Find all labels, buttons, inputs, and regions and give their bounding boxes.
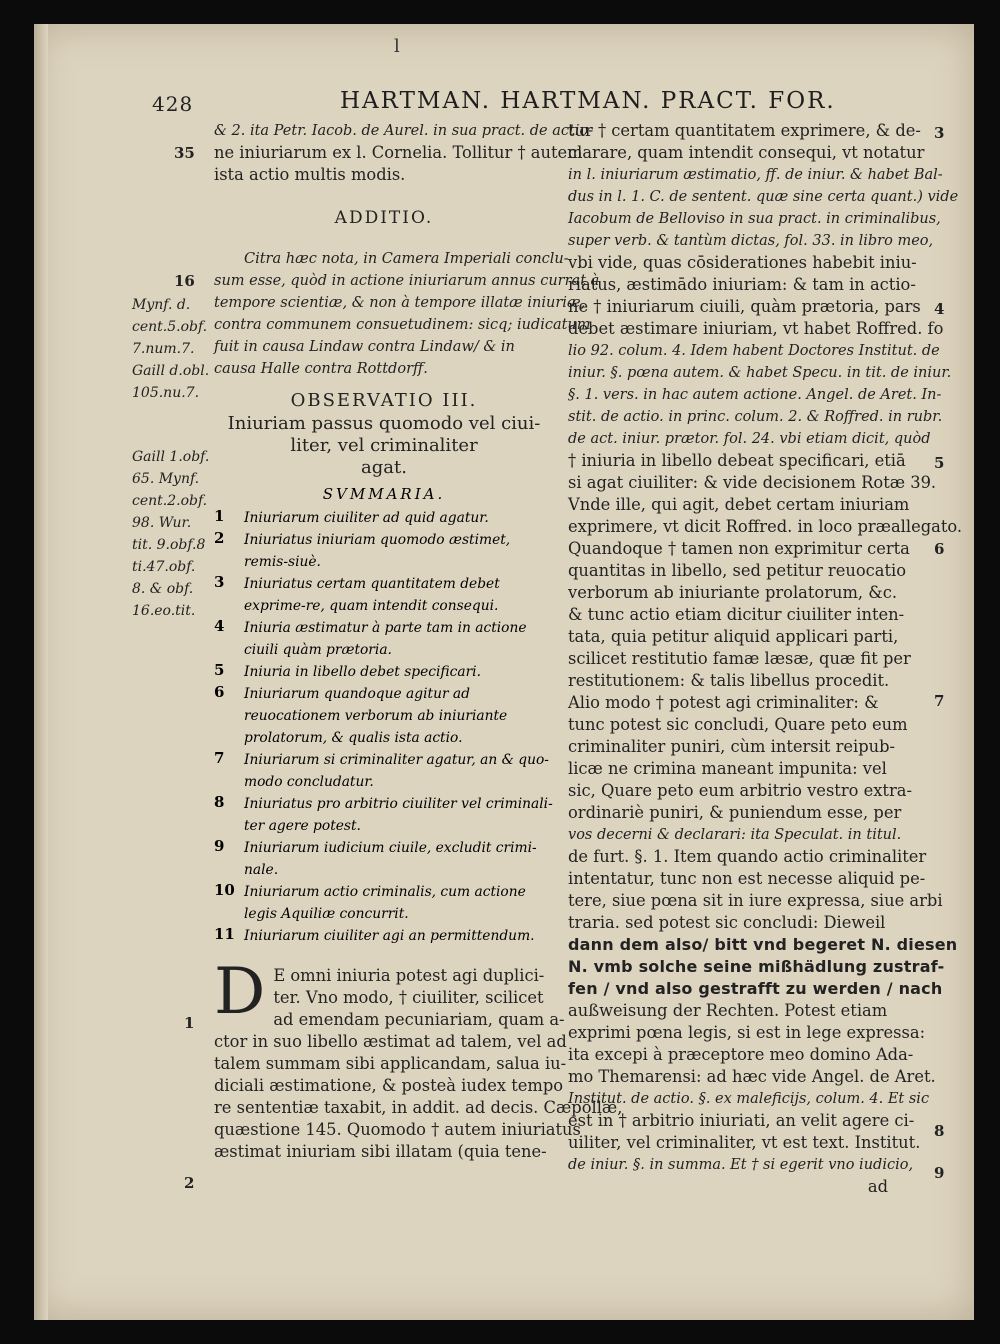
body-line: ter. Vno modo, † ciuiliter, scilicet <box>273 988 544 1007</box>
intro-line: ne iniuriarum ex l. Cornelia. Tollitur † autem <box>214 143 583 162</box>
margin-number-7: 7 <box>934 692 945 710</box>
right-line: stit. de actio. in princ. colum. 2. & Roffred. in rubr. <box>568 409 943 425</box>
margin-ref: cent.5.obf. <box>132 319 208 335</box>
observatio-title-line: liter, vel criminaliter <box>290 435 478 456</box>
margin-ref: 98. Wur. <box>132 515 192 531</box>
body-text <box>214 955 623 1163</box>
right-line: tunc potest sic concludi, Quare peto eum <box>568 715 908 734</box>
intro-line: ista actio multis modis. <box>214 165 406 184</box>
right-line: Vnde ille, qui agit, debet certam iniuriam <box>568 495 910 514</box>
summary-number: 10 <box>214 881 235 899</box>
right-line: restitutionem: & talis libellus procedit. <box>568 671 890 690</box>
summary-number: 4 <box>214 617 225 635</box>
right-line: clarare, quam intendit consequi, vt notatur <box>568 143 925 162</box>
margin-ref: Gaill d.obl. <box>132 363 210 379</box>
margin-ref: Gaill 1.obf. <box>132 449 210 465</box>
additio-line: contra communem consuetudinem: sicq; iudicatum <box>214 317 591 333</box>
right-line: §. 1. vers. in hac autem actione. Angel. de Aret. In- <box>568 387 942 403</box>
summary-number: 8 <box>214 793 225 811</box>
running-header <box>34 86 974 120</box>
right-line: vos decerni & declarari: ita Speculat. in titul. <box>568 827 902 843</box>
body-line: E omni iniuria potest agi duplici- <box>273 966 545 985</box>
right-column <box>568 120 963 1198</box>
right-line: & tunc actio etiam dicitur ciuiliter inten- <box>568 605 905 624</box>
observatio-heading: OBSERVATIO III. <box>290 390 478 411</box>
margin-number-4: 4 <box>934 300 945 318</box>
page-gutter-shadow <box>34 24 48 1320</box>
summary-text: Iniuriarum si criminaliter agatur, an & quo-modo concludatur. <box>244 752 549 790</box>
drop-cap: D <box>214 955 266 1029</box>
summary-item <box>214 529 554 573</box>
summary-text: Iniuriarum ciuiliter agi an permittendum. <box>244 928 535 944</box>
additio-heading: ADDITIO. <box>334 208 434 228</box>
right-line: vbi vide, quas cōsiderationes habebit iniu- <box>568 253 917 272</box>
top-mark: l <box>394 36 400 57</box>
right-line: intentatur, tunc non est necesse aliquid pe- <box>568 869 926 888</box>
summary-item <box>214 749 554 793</box>
body-line: æstimat iniuriam sibi illatam (quia tene- <box>214 1142 547 1161</box>
book-page <box>34 24 974 1320</box>
margin-number-9: 9 <box>934 1164 945 1182</box>
right-line: ita excepi à præceptore meo domino Ada- <box>568 1045 914 1064</box>
intro-line: & 2. ita Petr. Iacob. de Aurel. in sua pract. de actio- <box>214 123 594 139</box>
summary-text: Iniuriarum quandoque agitur ad reuocationem verborum ab iniuriante prolatorum, & qualis ista actio. <box>244 686 508 746</box>
summary-item <box>214 617 554 661</box>
summary-number: 7 <box>214 749 225 767</box>
summary-number: 6 <box>214 683 225 701</box>
left-column <box>214 120 623 1163</box>
margin-refs-a <box>132 294 209 404</box>
summary-item <box>214 837 554 881</box>
right-line-blackletter: N. vmb solche seine mißhädlung zustraf- <box>568 957 945 976</box>
margin-ref: 65. Mynf. <box>132 471 200 487</box>
right-line: dus in l. 1. C. de sentent. quæ sine certa quant.) vide <box>568 189 959 205</box>
right-line: mo Themarensi: ad hæc vide Angel. de Aret. <box>568 1067 936 1086</box>
summary-number: 1 <box>214 507 225 525</box>
summary-number: 3 <box>214 573 225 591</box>
right-line: scilicet restitutio famæ læsæ, quæ fit per <box>568 649 911 668</box>
right-line: riatus, æstimādo iniuriam: & tam in actio- <box>568 275 916 294</box>
summary-item <box>214 793 554 837</box>
right-line: lio 92. colum. 4. Idem habent Doctores Institut. de <box>568 343 940 359</box>
right-line: tata, quia petitur aliquid applicari parti, <box>568 627 899 646</box>
right-line: sic, Quare peto eum arbitrio vestro extra- <box>568 781 912 800</box>
right-line: licæ ne crimina maneant impunita: vel <box>568 759 887 778</box>
summary-number: 9 <box>214 837 225 855</box>
right-line: ne † iniuriarum ciuili, quàm prætoria, pars <box>568 297 921 316</box>
body-line: diciali æstimatione, & posteà iudex tempo <box>214 1076 564 1095</box>
right-line: de iniur. §. in summa. Et † si egerit vno iudicio, <box>568 1157 914 1173</box>
running-title: HARTMAN. HARTMAN. PRACT. FOR. <box>340 88 836 114</box>
right-line: si agat ciuiliter: & vide decisionem Rotæ 39. <box>568 473 937 492</box>
summary-text: Iniuria in libello debet specificari. <box>244 664 481 680</box>
margin-number-1: 1 <box>184 1014 195 1032</box>
right-line: traria. sed potest sic concludi: Dieweil <box>568 913 886 932</box>
right-line-blackletter: dann dem also/ bitt vnd begeret N. diesen <box>568 935 958 954</box>
margin-number-6: 6 <box>934 540 945 558</box>
margin-number-16: 16 <box>174 272 195 290</box>
summary-number: 2 <box>214 529 225 547</box>
summary-item <box>214 881 554 925</box>
right-line: Iacobum de Belloviso in sua pract. in criminalibus, <box>568 211 941 227</box>
margin-ref: ti.47.obf. <box>132 559 196 575</box>
right-line: uiliter, vel criminaliter, vt est text. Institut. <box>568 1133 921 1152</box>
catchword: ad <box>867 1177 888 1196</box>
body-line: talem summam sibi applicandam, salua iu- <box>214 1054 567 1073</box>
summaria-heading: SVMMARIA. <box>322 485 446 503</box>
right-line: ordinariè puniri, & puniendum esse, per <box>568 803 902 822</box>
margin-ref: cent.2.obf. <box>132 493 208 509</box>
right-line: est in † arbitrio iniuriati, an velit agere ci- <box>568 1111 915 1130</box>
summary-text: Iniuriarum iudicium ciuile, excludit crimi-nale. <box>244 840 537 878</box>
right-line: debet æstimare iniuriam, vt habet Roffred. fo <box>568 319 944 338</box>
page-number: 428 <box>152 92 194 116</box>
additio-line: sum esse, quòd in actione iniuriarum annus currat à <box>214 273 600 289</box>
additio-line: fuit in causa Lindaw contra Lindaw/ & in <box>214 339 515 355</box>
summary-text: Iniuriarum ciuiliter ad quid agatur. <box>244 510 489 526</box>
right-line: iniur. §. pœna autem. & habet Specu. in tit. de iniur. <box>568 365 952 381</box>
right-line: tur † certam quantitatem exprimere, & de- <box>568 121 921 140</box>
right-line: super verb. & tantùm dictas, fol. 33. in libro meo, <box>568 233 934 249</box>
summary-number: 11 <box>214 925 235 943</box>
right-line: verborum ab iniuriante prolatorum, &c. <box>568 583 898 602</box>
margin-ref: Mynf. d. <box>132 297 191 313</box>
margin-number-35: 35 <box>174 144 195 162</box>
right-line: quantitas in libello, sed petitur reuocatio <box>568 561 907 580</box>
additio-line: tempore scientiæ, & non à tempore illatæ iniuriæ, <box>214 295 586 311</box>
additio-line: causa Halle contra Rottdorff. <box>214 361 428 377</box>
margin-number-2: 2 <box>184 1174 195 1192</box>
margin-refs-b <box>132 446 209 622</box>
summary-item <box>214 573 554 617</box>
summary-text: Iniuriatus iniuriam quomodo æstimet, remis-siuè. <box>244 532 511 570</box>
right-line: de furt. §. 1. Item quando actio criminaliter <box>568 847 927 866</box>
right-line: Institut. de actio. §. ex maleficijs, colum. 4. Et sic <box>568 1091 930 1107</box>
right-line: exprimi pœna legis, si est in lege expressa: <box>568 1023 926 1042</box>
body-line: ad emendam pecuniariam, quam a- <box>273 1010 565 1029</box>
body-line: ctor in suo libello æstimat ad talem, vel ad <box>214 1032 567 1051</box>
right-line-blackletter: fen / vnd also gestrafft zu werden / nach <box>568 979 943 998</box>
right-line: † iniuria in libello debeat specificari, etiā <box>568 451 906 470</box>
summary-item <box>214 925 554 947</box>
summary-text: Iniuriatus certam quantitatem debet exprime-re, quam intendit consequi. <box>244 576 500 614</box>
margin-number-3: 3 <box>934 124 945 142</box>
margin-number-5: 5 <box>934 454 945 472</box>
summary-item <box>214 507 554 529</box>
margin-ref: tit. 9.obf.8 <box>132 537 206 553</box>
summary-item <box>214 683 554 749</box>
margin-ref: 105.nu.7. <box>132 385 200 401</box>
right-line: de act. iniur. prætor. fol. 24. vbi etiam dicit, quòd <box>568 431 931 447</box>
right-line: tere, siue pœna sit in iure expressa, siue arbi <box>568 891 943 910</box>
margin-ref: 16.eo.tit. <box>132 603 196 619</box>
summary-text: Iniuria æstimatur à parte tam in actione ciuili quàm prætoria. <box>244 620 527 658</box>
body-line: quæstione 145. Quomodo † autem iniuriatus <box>214 1120 581 1139</box>
additio-line: Citra hæc nota, in Camera Imperiali conclu- <box>244 251 569 267</box>
body-line: re sententiæ taxabit, in addit. ad decis. Cæpollæ, <box>214 1098 623 1117</box>
observatio-title-line: Iniuriam passus quomodo vel ciui- <box>227 413 541 434</box>
right-line: außweisung der Rechten. Potest etiam <box>568 1001 888 1020</box>
right-line: in l. iniuriarum æstimatio, ff. de iniur. & habet Bal- <box>568 167 943 183</box>
right-line: Alio modo † potest agi criminaliter: & <box>568 693 879 712</box>
summary-text: Iniuriatus pro arbitrio ciuiliter vel criminali-ter agere potest. <box>244 796 553 834</box>
margin-ref: 7.num.7. <box>132 341 195 357</box>
summary-number: 5 <box>214 661 225 679</box>
right-line: criminaliter puniri, cùm intersit reipub- <box>568 737 896 756</box>
observatio-title-line: agat. <box>361 457 407 478</box>
summary-item <box>214 661 554 683</box>
margin-ref: 8. & obf. <box>132 581 194 597</box>
right-line: Quandoque † tamen non exprimitur certa <box>568 539 910 558</box>
right-line: exprimere, vt dicit Roffred. in loco præallegato. <box>568 517 963 536</box>
margin-number-8: 8 <box>934 1122 945 1140</box>
summary-text: Iniuriarum actio criminalis, cum actione legis Aquiliæ concurrit. <box>244 884 526 922</box>
